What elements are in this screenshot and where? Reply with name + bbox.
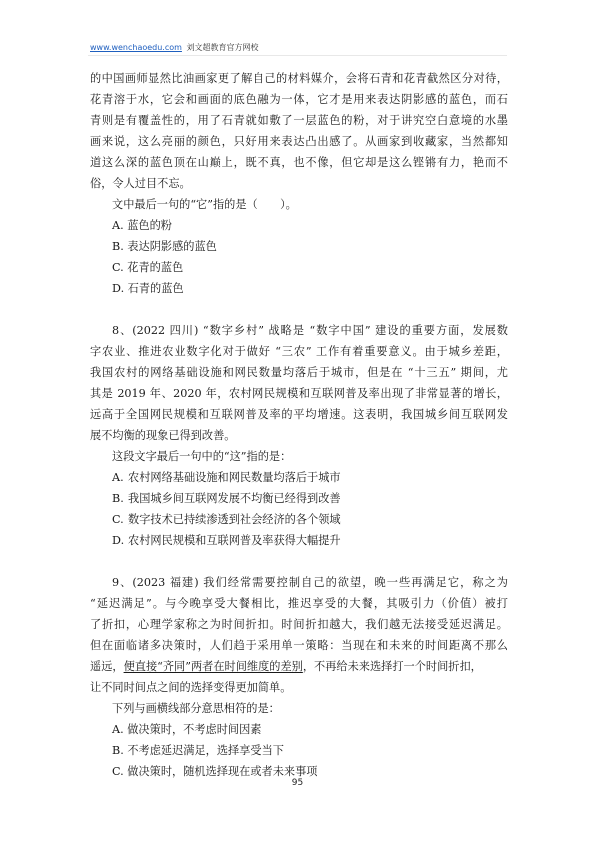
page-number: 95 <box>291 778 304 788</box>
header-divider <box>88 55 507 56</box>
question-8-prompt: 这段文字最后一句中的“这”指的是： <box>112 450 292 463</box>
passage-line: 的中国画师显然比油画家更了解自己的材料媒介，会将石青和花青截然区分对待， <box>90 72 508 85</box>
passage-7 <box>90 68 508 299</box>
option-8-b <box>90 488 508 509</box>
question-9-prompt: 下列与画横线部分意思相符的是： <box>112 702 280 715</box>
question-7-prompt: 文中最后一句的“它”指的是（ ）。 <box>112 198 297 211</box>
option-8-a <box>90 467 508 488</box>
passage-line: 青则是有覆盖性的，用了石青就如敷了一层蓝色的粉，对于讲究空白意境的水墨 <box>90 114 508 127</box>
section-gap <box>90 551 508 572</box>
underlined-phrase: 便直接“齐同”两者在时间维度的差别 <box>123 660 303 673</box>
passage-line: 俗，令人过目不忘。 <box>90 177 191 190</box>
option-text: 农村网络基础设施和网民数量均落后于城市 <box>128 471 341 484</box>
passage-line: 花青溶于水，它会和画面的底色融为一体，它才是用来表达阴影感的蓝色，而石 <box>90 93 508 106</box>
option-9-a: A. 做决策时，不考虑时间因素 <box>112 723 262 736</box>
option-7-c: C. 花青的蓝色 <box>112 261 184 274</box>
passage-line: 8、(2022 四川) “数字乡村” 战略是 “数字中国” 建设的重要方面，发展数 <box>112 324 508 337</box>
passage-line: 9、(2023 福建) 我们经常需要控制自己的欲望，晚一些再满足它，称之为 <box>112 576 508 589</box>
passage-line: 了折扣，心理学家称之为时间折扣。时间折扣越大，我们越无法接受延迟满足。 <box>90 618 508 631</box>
passage-line: 我国农村的网络基础设施和网民数量均落后于城市，但是在 “十三五” 期间，尤 <box>90 366 508 379</box>
option-7-b: B. 表达阴影感的蓝色 <box>112 240 217 253</box>
passage-line: 画来说，这么亮丽的颜色，只好用来表达凸出感了。从画家到收藏家，当然都知 <box>90 135 508 148</box>
passage-8 <box>90 320 508 551</box>
option-7-a: A. 蓝色的粉 <box>112 219 172 232</box>
option-9-b: B. 不考虑延迟满足，选择享受当下 <box>112 744 284 757</box>
option-label: A. <box>112 471 124 484</box>
option-9-c: C. 做决策时，随机选择现在或者未来事项 <box>112 765 318 778</box>
passage-line: “延迟满足”。与今晚享受大餐相比，推迟享受的大餐，其吸引力（价值）被打 <box>90 597 508 610</box>
passage-line: 展不均衡的现象已得到改善。 <box>90 429 236 442</box>
passage-line: 道这么深的蓝色顶在山巅上，既不真，也不像，但它却是这么铿锵有力，艳而不 <box>90 156 508 169</box>
passage-line <box>90 656 508 677</box>
header-site-name: 刘文超教育官方网校 <box>186 43 259 52</box>
passage-line: 字农业、推进农业数字化对于做好 “三农” 工作有着重要意义。由于城乡差距， <box>90 345 508 358</box>
passage-text: ，不再给未来选择打一个时间折扣， <box>302 660 482 673</box>
option-text: 农村网民规模和互联网普及率获得大幅提升 <box>128 534 341 547</box>
option-text: 我国城乡间互联网发展不均衡已经得到改善 <box>128 492 341 505</box>
option-label: C. <box>112 513 124 526</box>
page-header <box>90 42 258 53</box>
option-7-d: D. 石青的蓝色 <box>112 282 184 295</box>
page-content <box>90 68 508 782</box>
passage-line: 其是 2019 年、2020 年，农村网民规模和互联网普及率出现了非常显著的增长， <box>90 387 508 400</box>
option-8-c <box>90 509 508 530</box>
header-url-link[interactable]: www.wenchaoedu.com <box>90 43 182 52</box>
passage-text: 遥远， <box>90 660 124 673</box>
passage-line: 但在面临诸多决策时，人们趋于采用单一策略：当现在和未来的时间距离不那么 <box>90 639 508 652</box>
option-label: B. <box>112 492 124 505</box>
passage-line: 远高于全国网民规模和互联网普及率的平均增速。这表明，我国城乡间互联网发 <box>90 408 508 421</box>
option-8-d <box>90 530 508 551</box>
option-label: D. <box>112 534 125 547</box>
option-text: 数字技术已持续渗透到社会经济的各个领域 <box>128 513 341 526</box>
passage-9 <box>90 572 508 782</box>
section-gap <box>90 299 508 320</box>
passage-line: 让不同时间点之间的选择变得更加简单。 <box>90 681 292 694</box>
